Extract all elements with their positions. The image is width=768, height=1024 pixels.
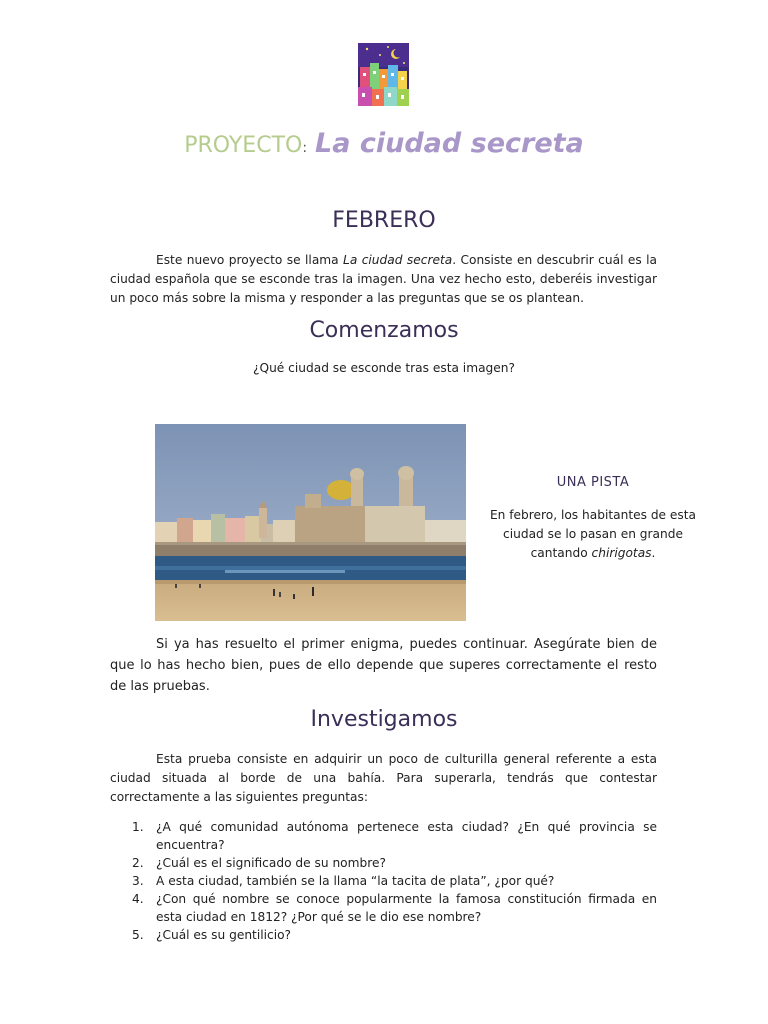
list-item	[110, 818, 657, 854]
title-prefix: PROYECTO	[184, 133, 303, 158]
list-item-number: 2.	[132, 856, 144, 870]
hint-text-a: En febrero, los habitantes de esta ciudad se lo pasan en grande cantando	[489, 508, 697, 560]
hint-text-b: .	[651, 546, 656, 560]
continue-paragraph: Si ya has resuelto el primer enigma, puedes continuar. Asegúrate bien de que lo has hecho bien, pues de ello depende que superes correctamente el resto de las pruebas.	[110, 637, 657, 694]
project-title	[0, 128, 768, 159]
list-item-number: 5.	[132, 928, 144, 942]
list-item-text: A esta ciudad, también se la llama “la tacita de plata”, ¿por qué?	[156, 874, 555, 888]
intro-paragraph	[110, 251, 657, 308]
hint-title: UNA PISTA	[556, 475, 630, 490]
heading-investigamos: Investigamos	[310, 707, 458, 732]
intro-text-emphasis: La ciudad secreta	[343, 253, 453, 267]
questions-list	[110, 818, 657, 944]
list-item-number: 1.	[132, 820, 144, 834]
list-item-text: ¿Cuál es el significado de su nombre?	[156, 856, 386, 870]
city-photo-illustration	[155, 424, 466, 621]
list-item-text: ¿Cuál es su gentilicio?	[156, 928, 292, 942]
intro-text-b: . Consiste en descubrir cuál es la ciudad española que se esconde tras la imagen. Una vez hecho esto, deberéis investigar un poco más sobre la misma y responder a las preguntas que se os plantean.	[110, 253, 657, 305]
city-photo	[155, 424, 466, 621]
heading-febrero: FEBRERO	[332, 208, 436, 233]
list-item-text: ¿A qué comunidad autónoma pertenece esta ciudad? ¿En qué provincia se encuentra?	[156, 820, 657, 852]
list-item-number: 3.	[132, 874, 144, 888]
list-item-text: ¿Con qué nombre se conoce popularmente la famosa constitución firmada en esta ciudad en 1812? ¿Por qué se le dio ese nombre?	[156, 892, 657, 924]
heading-comenzamos: Comenzamos	[309, 318, 459, 343]
city-question: ¿Qué ciudad se esconde tras esta imagen?	[253, 361, 515, 375]
title-colon: :	[302, 140, 308, 156]
list-item-number: 4.	[132, 892, 144, 906]
hint-text-emphasis: chirigotas	[591, 546, 652, 560]
investigamos-intro-paragraph: Esta prueba consiste en adquirir un poco de culturilla general referente a esta ciudad situada al borde de una bahía. Para superarla, tendrás que contestar correctamente a las siguientes preguntas:	[110, 752, 657, 804]
city-night-logo-image	[358, 43, 409, 106]
hint-text	[488, 506, 698, 563]
list-item	[110, 890, 657, 926]
list-item	[110, 872, 657, 890]
title-name: La ciudad secreta	[315, 128, 584, 159]
list-item	[110, 926, 657, 944]
list-item	[110, 854, 657, 872]
logo-illustration	[358, 43, 409, 106]
intro-text-a: Este nuevo proyecto se llama	[156, 253, 344, 267]
